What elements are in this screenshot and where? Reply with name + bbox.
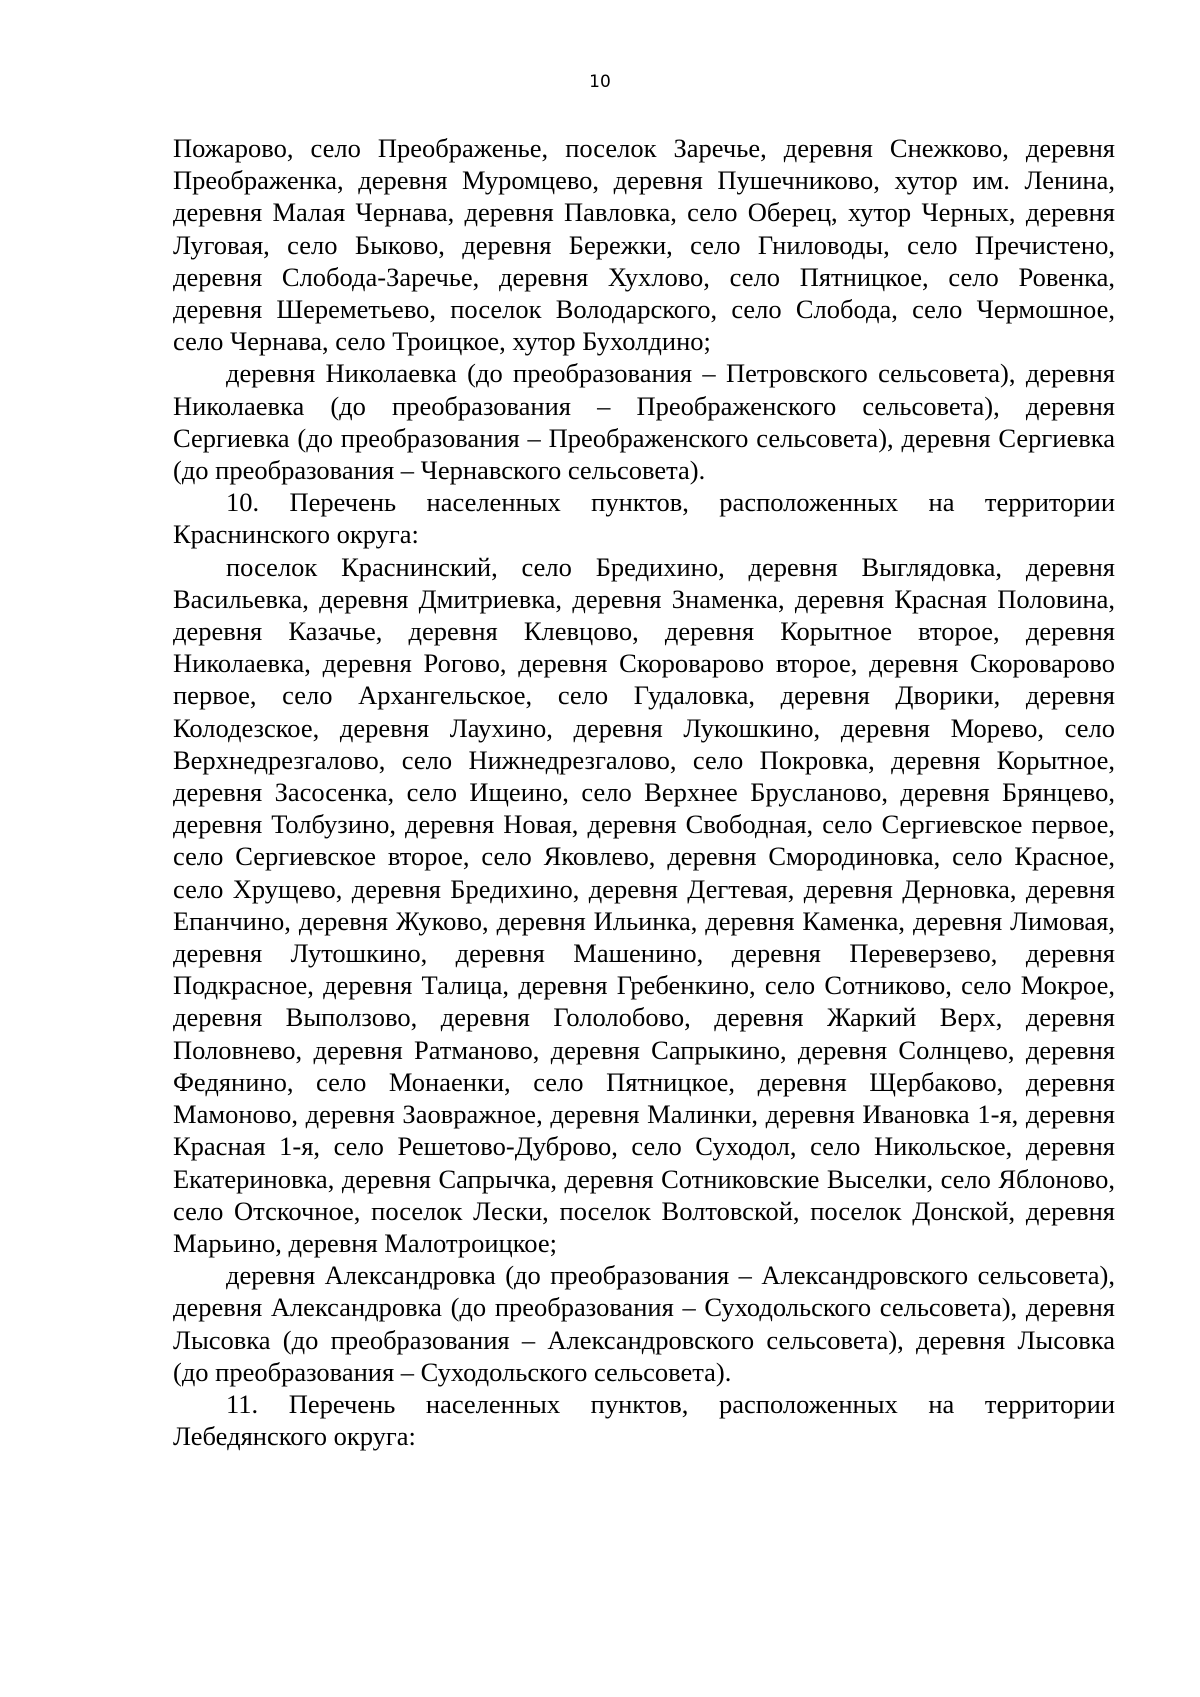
paragraph-settlements-continued: Пожарово, село Преображенье, поселок Заречье, деревня Снежково, деревня Преображенка, деревня Муромцево, деревня Пушечниково, хутор им. Ленина, деревня Малая Чернава, деревня Павловка, село Оберец, хутор Черных, деревня Луговая, село Быково, деревня Бережки, село Гниловоды, село Пречистено, деревня Слобода-Заречье, деревня Хухлово, село Пятницкое, село Ровенка, деревня Шереметьево, поселок Володарского, село Слобода, село Чермошное, село Чернава, село Троицкое, хутор Бухолдино; xyxy=(173,133,1115,357)
document-body xyxy=(173,132,1115,1452)
paragraph-settlements-notes: деревня Николаевка (до преобразования – Петровского сельсовета), деревня Николаевка (до преобразования – Преображенского сельсовета), деревня Сергиевка (до преобразования – Преображенского сельсовета), деревня Сергиевка (до преобразования – Чернавского сельсовета). xyxy=(173,358,1115,486)
paragraph-krasninsky-notes: деревня Александровка (до преобразования – Александровского сельсовета), деревня Александровка (до преобразования – Суходольского сельсовета), деревня Лысовка (до преобразования – Александровского сельсовета), деревня Лысовка (до преобразования – Суходольского сельсовета). xyxy=(173,1260,1115,1387)
page-number: 10 xyxy=(589,72,611,92)
section-heading-lebedyansky: 11. Перечень населенных пунктов, расположенных на территории Лебедянского округа: xyxy=(173,1388,1115,1452)
section-heading-krasninsky: 10. Перечень населенных пунктов, расположенных на территории Краснинского округа: xyxy=(173,487,1115,550)
paragraph-krasninsky-settlements: поселок Краснинский, село Бредихино, деревня Выглядовка, деревня Васильевка, деревня Дмитриевка, деревня Знаменка, деревня Красная Половина, деревня Казачье, деревня Клевцово, деревня Корытное второе, деревня Николаевка, деревня Рогово, деревня Скороварово второе, деревня Скороварово первое, село Архангельское, село Гудаловка, деревня Дворики, деревня Колодезское, деревня Лаухино, деревня Лукошкино, деревня Морево, село Верхнедрезгалово, село Нижнедрезгалово, село Покровка, деревня Корытное, деревня Засосенка, село Ищеино, село Верхнее Брусланово, деревня Брянцево, деревня Толбузино, деревня Новая, деревня Свободная, село Сергиевское первое, село Сергиевское второе, село Яковлево, деревня Смородиновка, село Красное, село Хрущево, деревня Бредихино, деревня Дегтевая, деревня Дерновка, деревня Епанчино, деревня Жуково, деревня Ильинка, деревня Каменка, деревня Лимовая, деревня Лутошкино, деревня Машенино, деревня Переверзево, деревня Подкрасное, деревня Талица, деревня Гребенкино, село Сотниково, село Мокрое, деревня Выползово, деревня Гололобово, деревня Жаркий Верх, деревня Половнево, деревня Ратманово, деревня Сапрыкино, деревня Солнцево, деревня Федянино, село Монаенки, село Пятницкое, деревня Щербаково, деревня Мамоново, деревня Заовражное, деревня Малинки, деревня Ивановка 1-я, деревня Красная 1-я, село Решетово-Дуброво, село Суходол, село Никольское, деревня Екатериновка, деревня Сапрычка, деревня Сотниковские Выселки, село Яблоново, село Отскочное, поселок Лески, поселок Волтовской, поселок Донской, деревня Марьино, деревня Малотроицкое; xyxy=(173,551,1115,1258)
